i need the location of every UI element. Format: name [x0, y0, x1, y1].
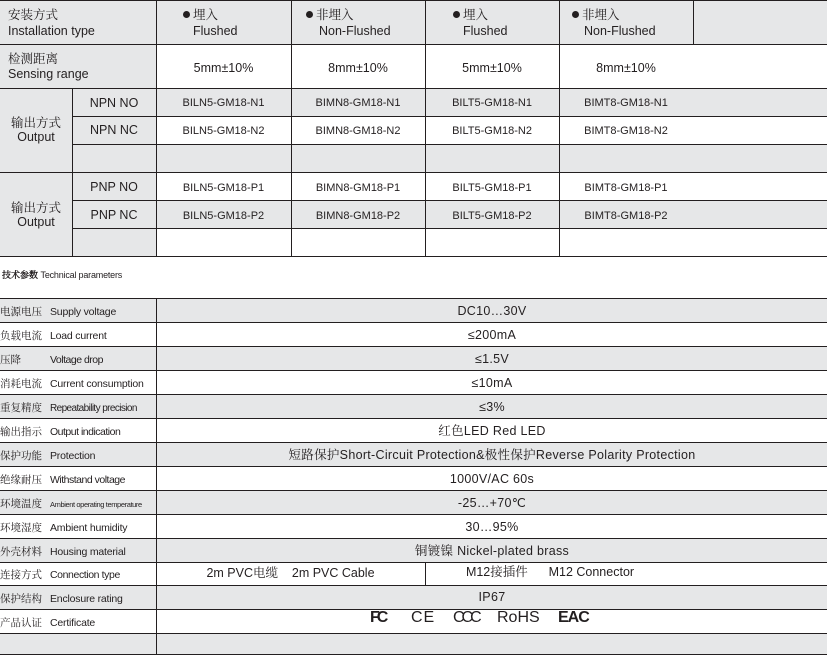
param-value: 短路保护Short-Circuit Protection&极性保护Reverse Polarity Protection — [288, 448, 696, 462]
output-label-en: Output — [17, 215, 55, 229]
param-label: 绝缘耐压 Withstand voltage — [0, 474, 125, 486]
eac-mark-icon: EAC — [558, 609, 589, 626]
header-row-bg — [0, 0, 827, 44]
output-label-cn: 输出方式 — [10, 116, 61, 130]
model-code: BIMN8-GM18-P1 — [315, 182, 401, 194]
model-code: BILT5-GM18-N2 — [452, 125, 532, 137]
bullet-icon — [183, 11, 190, 18]
sensing-value: 8mm±10% — [596, 61, 656, 75]
bullet-icon — [572, 11, 579, 18]
model-code: BIMT8-GM18-N1 — [584, 97, 668, 109]
sensing-label-bg — [0, 44, 156, 88]
model-code: BILT5-GM18-P2 — [452, 210, 532, 222]
col-3-header-en: Flushed — [463, 24, 508, 38]
connection-cable: 2m PVC电缆 2m PVC Cable — [206, 566, 375, 580]
model-code: BIMT8-GM18-P1 — [584, 182, 668, 194]
param-label: 输出指示 Output indication — [0, 426, 121, 438]
ccc-mark-icon: CCC — [453, 609, 479, 626]
model-code: BIMN8-GM18-N2 — [315, 125, 401, 137]
model-code: BIMN8-GM18-N1 — [315, 97, 401, 109]
param-value: 铜镀镍 Nickel-plated brass — [414, 544, 570, 558]
param-label: 重复精度 Repeatability precision — [0, 402, 137, 414]
param-label: 压降 Voltage drop — [0, 354, 103, 366]
col-2-header: 非埋入 — [306, 8, 354, 22]
installation-type-label-cn: 安装方式 — [8, 8, 59, 22]
model-code: BILN5-GM18-N1 — [182, 97, 265, 109]
model-code: BILN5-GM18-N2 — [182, 125, 265, 137]
col-2-header-en: Non-Flushed — [319, 24, 391, 38]
col-4-header-en: Non-Flushed — [584, 24, 656, 38]
bullet-icon — [306, 11, 313, 18]
param-label: 连接方式 Connection type — [0, 569, 120, 581]
param-value: ≤10mA — [471, 376, 513, 390]
model-code: BILN5-GM18-P1 — [182, 182, 265, 194]
output-type: NPN NO — [89, 96, 139, 110]
param-value: IP67 — [478, 590, 506, 604]
param-label: 电源电压 Supply voltage — [0, 306, 117, 318]
param-value: -25…+70℃ — [457, 496, 527, 510]
sensing-value: 5mm±10% — [193, 61, 254, 75]
col-4-header: 非埋入 — [572, 8, 620, 22]
model-code: BIMT8-GM18-P2 — [584, 210, 668, 222]
param-value: ≤3% — [479, 400, 505, 414]
param-label: 保护结构 Enclosure rating — [0, 593, 123, 605]
fcc-mark-icon: FC — [370, 609, 386, 626]
model-code: BILT5-GM18-N1 — [452, 97, 532, 109]
output-type: PNP NC — [90, 208, 138, 222]
connection-connector: M12接插件 M12 Connector — [465, 565, 635, 579]
model-code: BIMT8-GM18-N2 — [584, 125, 668, 137]
param-value: ≤200mA — [467, 328, 517, 342]
param-value: 红色LED Red LED — [438, 424, 546, 438]
sensing-range-label-cn: 检测距离 — [8, 52, 59, 66]
model-code: BILT5-GM18-P1 — [452, 182, 532, 194]
param-value: DC10…30V — [457, 304, 527, 318]
param-label: 产品认证 Certificate — [0, 617, 96, 629]
sensing-value: 5mm±10% — [462, 61, 522, 75]
param-label: 消耗电流 Current consumption — [0, 378, 144, 390]
param-label: 环境温度 Ambient operating temperature — [0, 498, 142, 510]
sensing-value: 8mm±10% — [328, 61, 388, 75]
param-value: 30…95% — [465, 520, 519, 534]
col-1-header: 埋入 — [183, 8, 218, 22]
output-label-cn: 输出方式 — [10, 201, 61, 215]
row-npn-blank-bg — [156, 144, 827, 172]
model-code: BILN5-GM18-P2 — [182, 210, 265, 222]
sensing-range-label-en: Sensing range — [8, 67, 89, 81]
rohs-mark-icon: RoHS — [497, 609, 540, 626]
bullet-icon — [453, 11, 460, 18]
tech-params-title: 技术参数 Technical parameters — [2, 270, 123, 280]
param-label: 环境湿度 Ambient humidity — [0, 522, 128, 534]
installation-type-label-en: Installation type — [8, 24, 95, 38]
param-value: ≤1.5V — [474, 352, 510, 366]
col-1-header-en: Flushed — [193, 24, 238, 38]
output-type: NPN NC — [90, 123, 138, 137]
param-value: 1000V/AC 60s — [449, 472, 535, 486]
output-type: PNP NO — [90, 180, 138, 194]
param-label: 负载电流 Load current — [0, 330, 107, 342]
col-3-header: 埋入 — [453, 8, 488, 22]
param-label: 外壳材料 Housing material — [0, 546, 126, 558]
param-label: 保护功能 Protection — [0, 450, 96, 462]
ce-mark-icon: CE — [411, 609, 436, 626]
output-label-en: Output — [17, 130, 55, 144]
model-code: BIMN8-GM18-P2 — [315, 210, 401, 222]
